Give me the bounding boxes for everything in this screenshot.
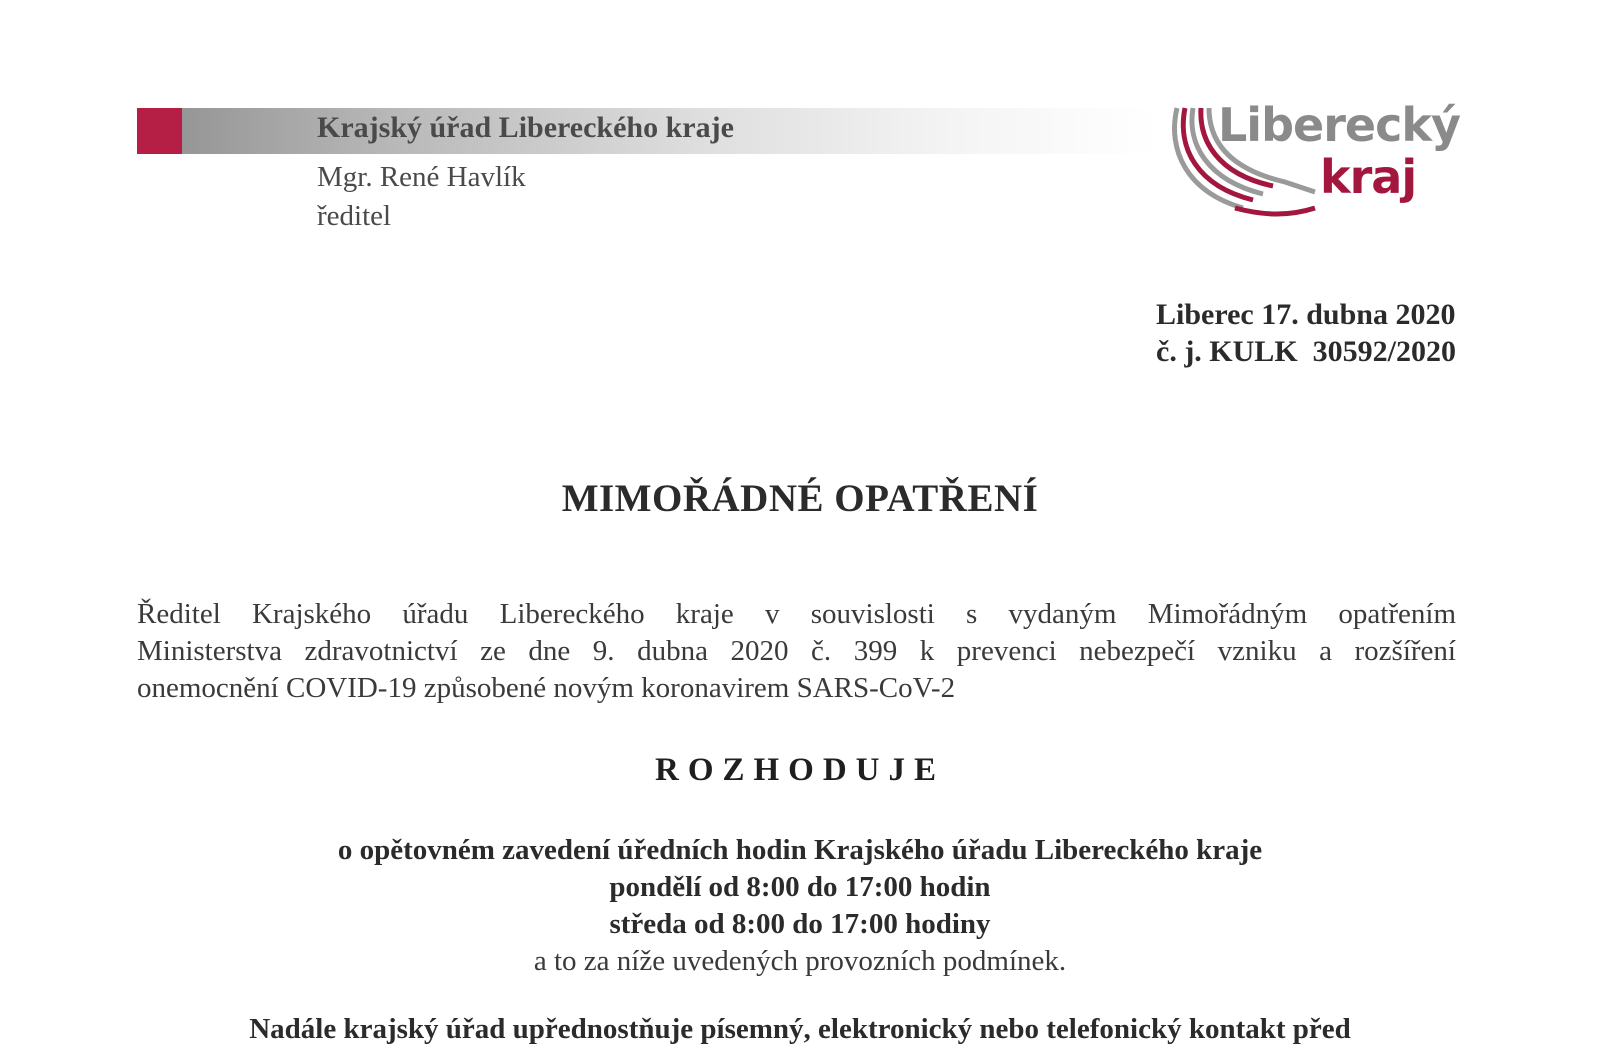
intro-line: onemocnění COVID-19 způsobené novým koronavirem SARS-CoV-2 — [137, 672, 956, 704]
decision-line: o opětovném zavedení úředních hodin Krajského úřadu Libereckého kraje — [337, 834, 1263, 866]
decision-line: pondělí od 8:00 do 17:00 hodin — [609, 871, 991, 903]
logo-text-kraj: kraj — [1320, 150, 1417, 204]
intro-line: Ministerstva zdravotnictví ze dne 9. dubna 2020 č. 399 k prevenci nebezpečí vzniku a rozšíření — [137, 635, 1456, 667]
director-title: ředitel — [317, 200, 392, 232]
reference-number: č. j. KULK 30592/2020 — [1156, 335, 1456, 368]
document-title: MIMOŘÁDNÉ OPATŘENÍ — [561, 477, 1039, 520]
document-meta — [1156, 296, 1456, 370]
notice-text: Nadále krajský úřad upřednostňuje písemný, elektronický nebo telefonický kontakt před — [249, 1013, 1351, 1045]
director-name: Mgr. René Havlík — [317, 161, 526, 193]
decision-block — [0, 832, 1600, 980]
intro-paragraph — [137, 596, 1456, 707]
logo-text-liberecky: Liberecký — [1218, 98, 1460, 152]
header-red-block — [137, 108, 182, 154]
decides-heading: ROZHODUJE — [654, 752, 946, 788]
decision-note: a to za níže uvedených provozních podmínek. — [533, 945, 1067, 977]
date-line: Liberec 17. dubna 2020 — [1156, 298, 1456, 331]
decision-line: středa od 8:00 do 17:00 hodiny — [609, 908, 991, 940]
intro-line: Ředitel Krajského úřadu Libereckého kraje v souvislosti s vydaným Mimořádným opatřením — [137, 598, 1456, 630]
office-name: Krajský úřad Libereckého kraje — [317, 111, 734, 144]
